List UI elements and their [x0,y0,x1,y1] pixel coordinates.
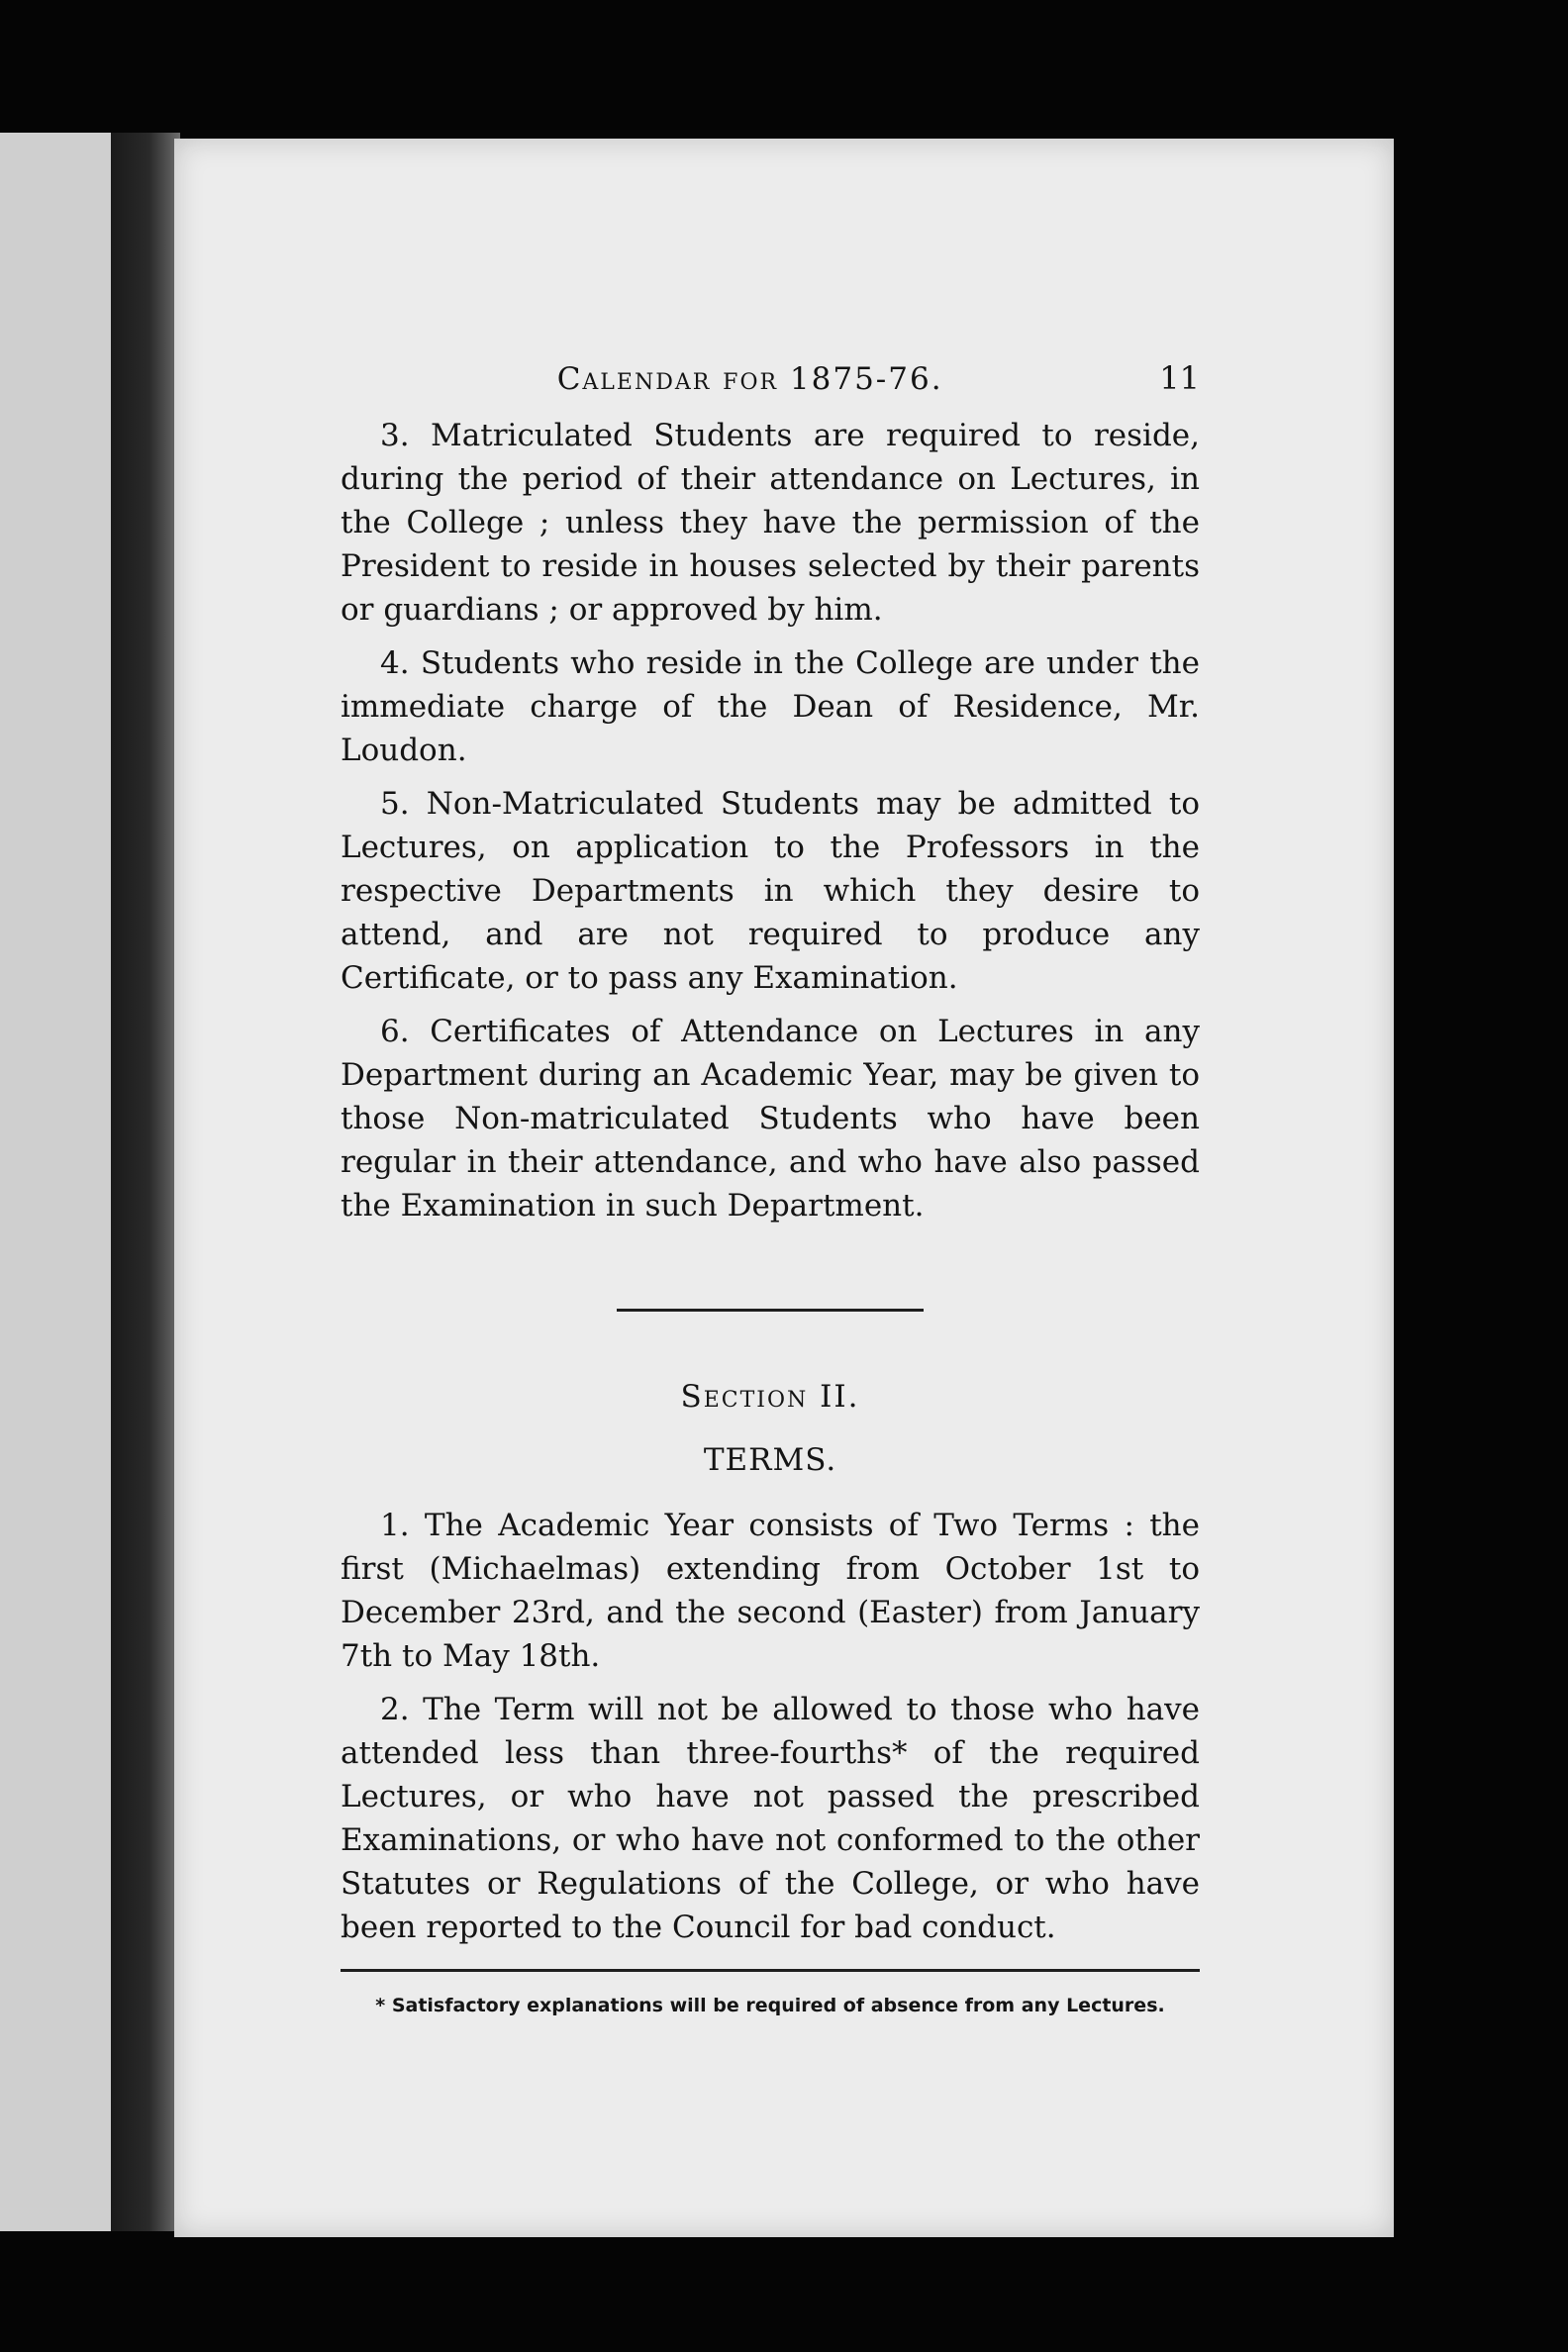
footnote: * Satisfactory explanations will be required of absence from any Lectures. [375,1995,1165,2016]
text-block [341,356,1200,2019]
book-gutter-shadow [111,133,180,2231]
running-head-title: Calendar for 1875-76. [556,361,943,397]
section-divider-rule [617,1309,924,1312]
terms-paragraph-2: 2. The Term will not be allowed to those who have attended less than three-fourths* of the required Lectures, or who have not passed the prescribed Examinations, or who have not conformed to the other Statutes or Regulations of the College, or who have been reported to the Council for bad conduct. [341,1692,1200,1945]
section-subheading: TERMS. [703,1442,837,1478]
paragraph-4: 4. Students who reside in the College are under the immediate charge of the Dean of Residence, Mr. Loudon. [341,645,1200,768]
running-head [341,356,1200,412]
footnote-rule [341,1969,1200,1972]
paragraph-3: 3. Matriculated Students are required to reside, during the period of their attendance on Lectures, in the College ; unless they have the permission of the President to reside in houses selected by their parents or guardians ; or approved by him. [341,418,1200,628]
paragraph-6: 6. Certificates of Attendance on Lectures in any Department during an Academic Year, may be given to those Non-matriculated Students who have been regular in their attendance, and who have also passed the Examination in such Department. [341,1014,1200,1224]
paragraph-5: 5. Non-Matriculated Students may be admitted to Lectures, on application to the Professors in the respective Departments in which they desire to attend, and are not required to produce any Certificate, or to pass any Examination. [341,786,1200,996]
section-heading: Section II. [680,1379,860,1415]
terms-paragraph-1: 1. The Academic Year consists of Two Terms : the first (Michaelmas) extending from October 1st to December 23rd, and the second (Easter) from January 7th to May 18th. [341,1508,1200,1674]
facing-page-edge [0,133,117,2231]
book-page [174,139,1394,2237]
page-number: 11 [1159,359,1200,397]
